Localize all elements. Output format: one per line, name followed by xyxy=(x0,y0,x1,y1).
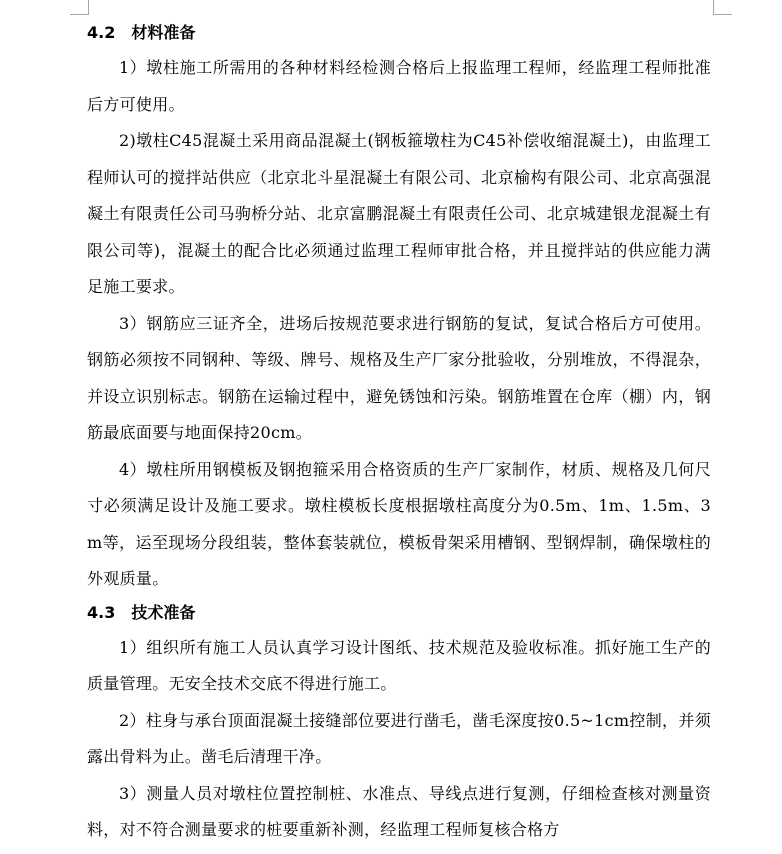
paragraph-materials-1: 1）墩柱施工所需用的各种材料经检测合格后上报监理工程师，经监理工程师批准后方可使用。 xyxy=(87,58,711,114)
paragraph-materials-3: 3）钢筋应三证齐全，进场后按规范要求进行钢筋的复试，复试合格后方可使用。钢筋必须按不同钢种、等级、牌号、规格及生产厂家分批验收，分别堆放，不得混杂，并设立识别标志。钢筋在运输过程中，避免锈蚀和污染。钢筋堆置在仓库（棚）内，钢筋最底面要与地面保持20cm。 xyxy=(87,313,711,442)
page-corner-mark-left xyxy=(70,0,89,15)
paragraph-materials-2: 2)墩柱C45混凝土采用商品混凝土(钢板箍墩柱为C45补偿收缩混凝土)，由监理工程师认可的搅拌站供应（北京北斗星混凝土有限公司、北京榆构有限公司、北京高强混凝土有限责任公司马驹桥分站、北京富鹏混凝土有限责任公司、北京城建银龙混凝土有限公司等)，混凝土的配合比必须通过监理工程师审批合格，并且搅拌站的供应能力满足施工要求。 xyxy=(87,131,711,296)
paragraph-technical-1: 1）组织所有施工人员认真学习设计图纸、技术规范及验收标准。抓好施工生产的质量管理。无安全技术交底不得进行施工。 xyxy=(87,637,711,693)
page-corner-mark-right xyxy=(713,0,732,15)
paragraph-technical-2: 2）柱身与承台顶面混凝土接缝部位要进行凿毛，凿毛深度按0.5~1cm控制，并须露出骨料为止。凿毛后清理干净。 xyxy=(87,710,711,766)
document-page xyxy=(87,18,711,849)
section-heading-technical: 4.3 技术准备 xyxy=(87,602,196,622)
paragraph-materials-4: 4）墩柱所用钢模板及钢抱箍采用合格资质的生产厂家制作，材质、规格及几何尺寸必须满足设计及施工要求。墩柱模板长度根据墩柱高度分为0.5m、1m、1.5m、3m等，运至现场分段组装，整体套装就位，模板骨架采用槽钢、型钢焊制，确保墩柱的外观质量。 xyxy=(87,459,711,588)
section-heading-materials: 4.2 材料准备 xyxy=(87,23,196,42)
paragraph-technical-3: 3）测量人员对墩柱位置控制桩、水准点、导线点进行复测，仔细检查核对测量资料，对不符合测量要求的桩要重新补测，经监理工程师复核合格方 xyxy=(87,783,711,839)
